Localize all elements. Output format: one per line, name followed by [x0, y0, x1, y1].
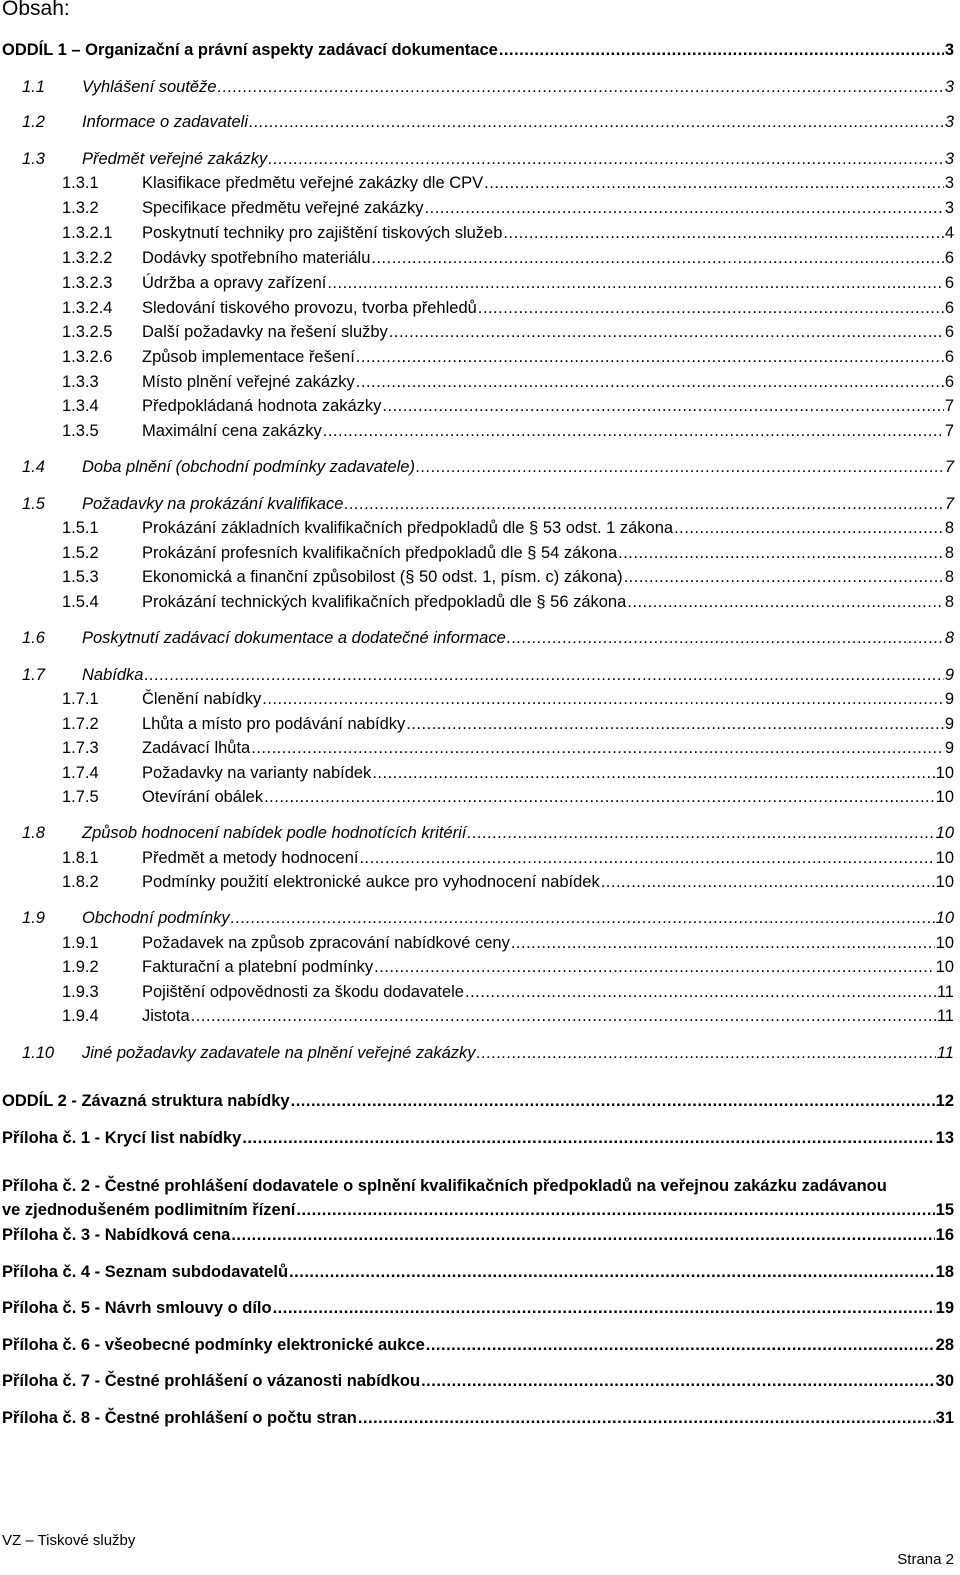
- dot-leader: [421, 1372, 935, 1391]
- toc-entry-title: Údržba a opravy zařízení: [142, 273, 327, 292]
- toc-entry-title: Příloha č. 6 - všeobecné podmínky elektronické aukce: [2, 1335, 425, 1354]
- toc-entry-number: 1.5.2: [62, 543, 99, 562]
- toc-page-number: 3: [944, 77, 954, 96]
- toc-entry-title: Příloha č. 1 - Krycí list nabídky: [2, 1128, 242, 1147]
- toc-entry-number: 1.3.2.4: [62, 298, 113, 317]
- dot-leader: [191, 1007, 936, 1026]
- dot-leader: [289, 1263, 935, 1282]
- toc-entry-title: Příloha č. 5 - Návrh smlouvy o dílo: [2, 1298, 272, 1317]
- dot-leader: [296, 1201, 934, 1220]
- toc-entry[interactable]: [62, 371, 954, 393]
- dot-leader: [382, 397, 943, 416]
- toc-entry-number: 1.5.4: [62, 592, 99, 611]
- dot-leader: [478, 299, 944, 318]
- toc-entry-title: Dodávky spotřebního materiálu: [142, 248, 371, 267]
- toc-page-number: 10: [935, 933, 954, 952]
- toc-entry-title: Jiné požadavky zadavatele na plnění veřejné zakázky: [82, 1043, 476, 1062]
- toc-entry-title: Maximální cena zakázky: [142, 421, 322, 440]
- toc-entry-number: 1.8.2: [62, 872, 99, 891]
- toc-entry-title: Poskytnutí zadávací dokumentace a dodatečné informace: [82, 628, 506, 647]
- toc-page-number: 15: [935, 1200, 954, 1219]
- dot-leader: [627, 593, 944, 612]
- toc-page-number: 3: [944, 149, 954, 168]
- toc-entry-number: 1.7.1: [62, 689, 99, 708]
- toc-entry-number: 1.3.1: [62, 173, 99, 192]
- toc-page-number: 6: [944, 273, 954, 292]
- toc-page-number: 9: [944, 738, 954, 757]
- toc-entry[interactable]: [22, 822, 954, 844]
- toc-page-number: 16: [935, 1225, 954, 1244]
- dot-leader: [327, 274, 943, 293]
- toc-entry-number: 1.4: [22, 457, 45, 476]
- toc-entry[interactable]: [62, 956, 954, 978]
- toc-entry-number: 1.3.2.3: [62, 273, 113, 292]
- toc-entry-number: 1.9.4: [62, 1006, 99, 1025]
- toc-page-number: 6: [944, 347, 954, 366]
- toc-section-entry[interactable]: [2, 1261, 954, 1283]
- toc-entry[interactable]: [22, 664, 954, 686]
- toc-entry-title: Předmět veřejné zakázky: [82, 149, 268, 168]
- toc-page-number: 9: [944, 689, 954, 708]
- dot-leader: [144, 666, 943, 685]
- toc-section-entry-wrapped[interactable]: [2, 1174, 954, 1222]
- dot-leader: [425, 199, 944, 218]
- dot-leader: [467, 824, 934, 843]
- toc-entry[interactable]: [62, 1005, 954, 1027]
- dot-leader: [356, 348, 944, 367]
- toc-page-number: 3: [944, 40, 954, 59]
- toc-entry[interactable]: [22, 456, 954, 478]
- toc-entry-title: Informace o zadavateli: [82, 112, 249, 131]
- toc-entry-title: Vyhlášení soutěže: [82, 77, 217, 96]
- toc-entry-number: 1.5.1: [62, 518, 99, 537]
- toc-page-number: 6: [944, 298, 954, 317]
- toc-section-entry[interactable]: [2, 1224, 954, 1246]
- toc-entry-number: 1.6: [22, 628, 45, 647]
- toc-entry-title: Sledování tiskového provozu, tvorba přehledů: [142, 298, 477, 317]
- toc-entry-title-line1: Příloha č. 2 - Čestné prohlášení dodavatele o splnění kvalifikačních předpokladů na veřejnou zakázku zadávanou: [2, 1177, 887, 1195]
- toc-entry-title: ODDÍL 2 - Závazná struktura nabídky: [2, 1091, 290, 1110]
- dot-leader: [477, 1044, 936, 1063]
- toc-entry-number: 1.10: [22, 1043, 55, 1062]
- toc-page-number: 8: [944, 518, 954, 537]
- toc-entry-number: 1.9: [22, 908, 45, 927]
- page-title: Obsah:: [2, 0, 70, 20]
- toc-entry[interactable]: [22, 627, 954, 649]
- dot-leader: [231, 909, 935, 928]
- toc-entry[interactable]: [62, 737, 954, 759]
- dot-leader: [242, 1129, 934, 1148]
- toc-entry-title: Otevírání obálek: [142, 787, 264, 806]
- dot-leader: [356, 373, 944, 392]
- toc-entry-number: 1.1: [22, 77, 45, 96]
- toc-entry[interactable]: [62, 542, 954, 564]
- toc-page-number: 10: [935, 787, 954, 806]
- toc-entry-title: Požadavek na způsob zpracování nabídkové ceny: [142, 933, 510, 952]
- toc-entry-number: 1.2: [22, 112, 45, 131]
- toc-entry-title-line2: ve zjednodušeném podlimitním řízení: [2, 1200, 296, 1219]
- toc-page-number: 12: [935, 1091, 954, 1110]
- toc-page-number: 7: [944, 421, 954, 440]
- toc-section-entry[interactable]: [2, 1370, 954, 1392]
- toc-entry-title: Jistota: [142, 1006, 190, 1025]
- footer-document-name: VZ – Tiskové služby: [2, 1532, 136, 1549]
- dot-leader: [374, 958, 935, 977]
- toc-page-number: 8: [944, 543, 954, 562]
- toc-entry-title: Prokázání základních kvalifikačních předpokladů dle § 53 odst. 1 zákona: [142, 518, 674, 537]
- toc-section-entry[interactable]: [2, 1297, 954, 1319]
- dot-leader: [262, 690, 944, 709]
- toc-entry-title: Klasifikace předmětu veřejné zakázky dle CPV: [142, 173, 484, 192]
- toc-page-number: 3: [944, 173, 954, 192]
- toc-entry[interactable]: [62, 247, 954, 269]
- dot-leader: [511, 934, 935, 953]
- toc-entry[interactable]: [22, 907, 954, 929]
- toc-entry-title: Podmínky použití elektronické aukce pro vyhodnocení nabídek: [142, 872, 600, 891]
- dot-leader: [264, 788, 935, 807]
- dot-leader: [273, 1299, 935, 1318]
- toc-entry-number: 1.9.2: [62, 957, 99, 976]
- toc-entry[interactable]: [62, 222, 954, 244]
- toc-page-number: 6: [944, 248, 954, 267]
- toc-page-number: 18: [935, 1262, 954, 1281]
- dot-leader: [372, 764, 934, 783]
- toc-entry-title: Požadavky na varianty nabídek: [142, 763, 372, 782]
- toc-page-number: 7: [944, 494, 954, 513]
- toc-page-number: 8: [944, 628, 954, 647]
- toc-page-number: 11: [936, 1043, 954, 1062]
- toc-entry[interactable]: [62, 591, 954, 613]
- toc-section-entry[interactable]: [2, 1127, 954, 1149]
- toc-entry-number: 1.7.4: [62, 763, 99, 782]
- toc-entry-title: Předpokládaná hodnota zakázky: [142, 396, 382, 415]
- toc-page-number: 13: [935, 1128, 954, 1147]
- toc-entry-title: Příloha č. 8 - Čestné prohlášení o počtu stran: [2, 1408, 357, 1427]
- dot-leader: [674, 519, 944, 538]
- toc-section-entry[interactable]: [2, 39, 954, 61]
- dot-leader: [465, 983, 936, 1002]
- toc-page-number: 4: [944, 223, 954, 242]
- toc-entry-number: 1.3.5: [62, 421, 99, 440]
- toc-page-number: 7: [944, 396, 954, 415]
- toc-entry-title: Členění nabídky: [142, 689, 262, 708]
- toc-entry-title: Pojištění odpovědnosti za škodu dodavatele: [142, 982, 464, 1001]
- toc-entry[interactable]: [22, 493, 954, 515]
- toc-entry[interactable]: [22, 1042, 954, 1064]
- toc-page-number: 31: [935, 1408, 954, 1427]
- toc-entry-number: 1.3.3: [62, 372, 99, 391]
- toc-page-number: 28: [935, 1335, 954, 1354]
- dot-leader: [268, 150, 944, 169]
- toc-entry-title: Místo plnění veřejné zakázky: [142, 372, 355, 391]
- toc-entry-title: Příloha č. 7 - Čestné prohlášení o vázanosti nabídkou: [2, 1371, 421, 1390]
- dot-leader: [291, 1092, 935, 1111]
- dot-leader: [426, 1336, 935, 1355]
- toc-page-number: 10: [935, 763, 954, 782]
- toc-entry-title: Předmět a metody hodnocení: [142, 848, 359, 867]
- dot-leader: [416, 458, 944, 477]
- dot-leader: [371, 249, 943, 268]
- dot-leader: [359, 849, 934, 868]
- toc-page-number: 3: [944, 198, 954, 217]
- toc-entry[interactable]: [22, 148, 954, 170]
- toc-entry-number: 1.9.1: [62, 933, 99, 952]
- toc-entry-number: 1.3.2.5: [62, 322, 113, 341]
- toc-entry-title: Obchodní podmínky: [82, 908, 230, 927]
- toc-entry[interactable]: [62, 762, 954, 784]
- toc-entry-number: 1.9.3: [62, 982, 99, 1001]
- toc-entry[interactable]: [62, 517, 954, 539]
- toc-page-number: 11: [936, 1006, 954, 1025]
- toc-entry[interactable]: [62, 981, 954, 1003]
- toc-entry-title: Poskytnutí techniky pro zajištění tiskových služeb: [142, 223, 503, 242]
- dot-leader: [484, 174, 944, 193]
- toc-page-number: 10: [935, 848, 954, 867]
- dot-leader: [323, 422, 944, 441]
- toc-entry-number: 1.7: [22, 665, 45, 684]
- toc-entry[interactable]: [22, 111, 954, 133]
- toc-entry-title: Další požadavky na řešení služby: [142, 322, 388, 341]
- toc-entry[interactable]: [62, 346, 954, 368]
- toc-page-number: 19: [935, 1298, 954, 1317]
- dot-leader: [507, 629, 944, 648]
- toc-entry-number: 1.7.5: [62, 787, 99, 806]
- toc-page-number: 7: [944, 457, 954, 476]
- dot-leader: [218, 78, 944, 97]
- toc-section-entry[interactable]: [2, 1090, 954, 1112]
- toc-entry-title: Specifikace předmětu veřejné zakázky: [142, 198, 424, 217]
- toc-entry-number: 1.8: [22, 823, 45, 842]
- toc-entry[interactable]: [62, 847, 954, 869]
- toc-entry-title: Požadavky na prokázání kvalifikace: [82, 494, 344, 513]
- toc-entry[interactable]: [62, 297, 954, 319]
- toc-entry[interactable]: [62, 420, 954, 442]
- toc-entry[interactable]: [62, 272, 954, 294]
- toc-entry-number: 1.5.3: [62, 567, 99, 586]
- toc-entry-number: 1.3.2.2: [62, 248, 113, 267]
- toc-entry-title: Příloha č. 4 - Seznam subdodavatelů: [2, 1262, 289, 1281]
- toc-entry-title: Způsob implementace řešení: [142, 347, 355, 366]
- toc-entry-title: Prokázání profesních kvalifikačních předpokladů dle § 54 zákona: [142, 543, 618, 562]
- toc-entry[interactable]: [62, 321, 954, 343]
- toc-entry[interactable]: [22, 76, 954, 98]
- toc-entry[interactable]: [62, 395, 954, 417]
- toc-entry-number: 1.8.1: [62, 848, 99, 867]
- toc-entry-title: Příloha č. 3 - Nabídková cena: [2, 1225, 231, 1244]
- dot-leader: [249, 113, 944, 132]
- dot-leader: [624, 568, 944, 587]
- toc-entry[interactable]: [62, 688, 954, 710]
- toc-page-number: 30: [935, 1371, 954, 1390]
- toc-section-entry[interactable]: [2, 1407, 954, 1429]
- toc-page-number: 10: [935, 872, 954, 891]
- toc-entry-number: 1.3.2: [62, 198, 99, 217]
- toc-page-number: 10: [935, 957, 954, 976]
- dot-leader: [358, 1409, 935, 1428]
- toc-entry-number: 1.3.2.1: [62, 223, 113, 242]
- toc-entry-number: 1.3.2.6: [62, 347, 113, 366]
- dot-leader: [618, 544, 944, 563]
- toc-entry[interactable]: [62, 932, 954, 954]
- toc-entry-number: 1.7.2: [62, 714, 99, 733]
- footer-page-number: Strana 2: [897, 1551, 954, 1568]
- toc-page-number: 6: [944, 372, 954, 391]
- dot-leader: [344, 495, 943, 514]
- toc-entry-title: Zadávací lhůta: [142, 738, 251, 757]
- toc-entry-title: Způsob hodnocení nabídek podle hodnotících kritérií: [82, 823, 467, 842]
- toc-entry[interactable]: [62, 713, 954, 735]
- toc-page-number: 6: [944, 322, 954, 341]
- dot-leader: [231, 1226, 934, 1245]
- toc-entry[interactable]: [62, 871, 954, 893]
- toc-page-number: 10: [935, 908, 954, 927]
- dot-leader: [601, 873, 935, 892]
- toc-page-number: 3: [944, 112, 954, 131]
- toc-page-number: 8: [944, 592, 954, 611]
- toc-entry-title: Prokázání technických kvalifikačních předpokladů dle § 56 zákona: [142, 592, 627, 611]
- dot-leader: [499, 41, 944, 60]
- toc-page-number: 9: [944, 665, 954, 684]
- toc-entry[interactable]: [62, 172, 954, 194]
- toc-entry-title: ODDÍL 1 – Organizační a právní aspekty zadávací dokumentace: [2, 40, 498, 59]
- toc-entry-title: Doba plnění (obchodní podmínky zadavatele): [82, 457, 415, 476]
- toc-section-entry[interactable]: [2, 1334, 954, 1356]
- toc-entry-title: Ekonomická a finanční způsobilost (§ 50 odst. 1, písm. c) zákona): [142, 567, 623, 586]
- toc-entry-title: Fakturační a platební podmínky: [142, 957, 374, 976]
- dot-leader: [503, 224, 943, 243]
- toc-page-number: 8: [944, 567, 954, 586]
- toc-page-number: 9: [944, 714, 954, 733]
- toc-page-number: 11: [936, 982, 954, 1001]
- toc-entry-number: 1.5: [22, 494, 45, 513]
- toc-entry-number: 1.3.4: [62, 396, 99, 415]
- toc-entry[interactable]: [62, 566, 954, 588]
- dot-leader: [406, 715, 944, 734]
- toc-entry-title: Nabídka: [82, 665, 144, 684]
- toc-entry-number: 1.7.3: [62, 738, 99, 757]
- toc-page-number: 10: [935, 823, 954, 842]
- toc-entry[interactable]: [62, 786, 954, 808]
- toc-entry-title: Lhůta a místo pro podávání nabídky: [142, 714, 406, 733]
- dot-leader: [251, 739, 944, 758]
- toc-entry-number: 1.3: [22, 149, 45, 168]
- toc-entry[interactable]: [62, 197, 954, 219]
- dot-leader: [389, 323, 944, 342]
